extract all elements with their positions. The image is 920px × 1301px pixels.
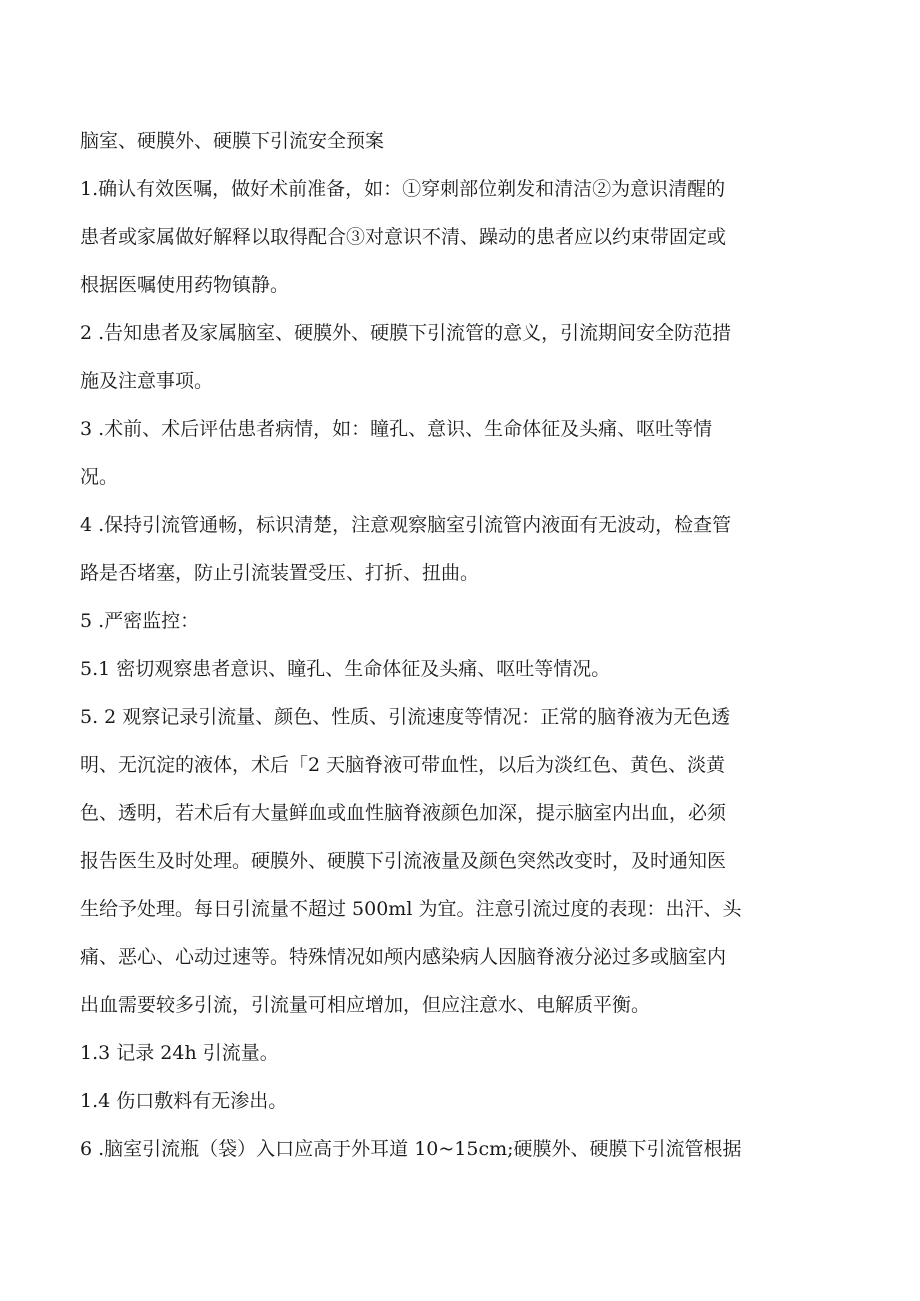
text-line: 1.确认有效医嘱，做好术前准备，如：①穿刺部位剃发和清洁②为意识清醒的 (80, 178, 726, 200)
text-line: 况。 (80, 466, 119, 488)
text-line: 出血需要较多引流，引流量可相应增加，但应注意水、电解质平衡。 (80, 994, 651, 1016)
text-line: 5 .严密监控： (80, 610, 200, 632)
text-line: 1.4 伤口敷料有无渗出。 (80, 1090, 288, 1112)
text-line: 5.1 密切观察患者意识、瞳孔、生命体征及头痛、呕吐等情况。 (80, 658, 611, 680)
text-line: 色、透明，若术后有大量鲜血或血性脑脊液颜色加深，提示脑室内出血，必须 (80, 802, 727, 824)
document-title: 脑室、硬膜外、硬膜下引流安全预案 (80, 130, 385, 152)
text-line: 施及注意事项。 (80, 370, 214, 392)
text-line: 3 .术前、术后评估患者病情，如：瞳孔、意识、生命体征及头痛、呕吐等情 (80, 418, 713, 440)
text-line: 根据医嘱使用药物镇静。 (80, 274, 290, 296)
text-line: 报告医生及时处理。硬膜外、硬膜下引流液量及颜色突然改变时，及时通知医 (80, 850, 727, 872)
text-line: 生给予处理。每日引流量不超过 500ml 为宜。注意引流过度的表现：出汗、头 (80, 898, 742, 920)
text-line: 5. 2 观察记录引流量、颜色、性质、引流速度等情况：正常的脑脊液为无色透 (80, 706, 731, 728)
text-line: 患者或家属做好解释以取得配合③对意识不清、躁动的患者应以约束带固定或 (80, 226, 727, 248)
text-line: 1.3 记录 24h 引流量。 (80, 1042, 279, 1064)
text-line: 痛、恶心、心动过速等。特殊情况如颅内感染病人因脑脊液分泌过多或脑室内 (80, 946, 727, 968)
text-line: 4 .保持引流管通畅，标识清楚，注意观察脑室引流管内液面有无波动，检查管 (80, 514, 732, 536)
text-line: 6 .脑室引流瓶（袋）入口应高于外耳道 10~15cm;硬膜外、硬膜下引流管根据 (80, 1138, 742, 1160)
document-body (80, 117, 840, 1173)
text-line: 路是否堵塞，防止引流装置受压、打折、扭曲。 (80, 562, 480, 584)
text-line: 明、无沉淀的液体，术后「2 天脑脊液可带血性，以后为淡红色、黄色、淡黄 (80, 754, 726, 776)
text-line: 2 .告知患者及家属脑室、硬膜外、硬膜下引流管的意义，引流期间安全防范措 (80, 322, 732, 344)
